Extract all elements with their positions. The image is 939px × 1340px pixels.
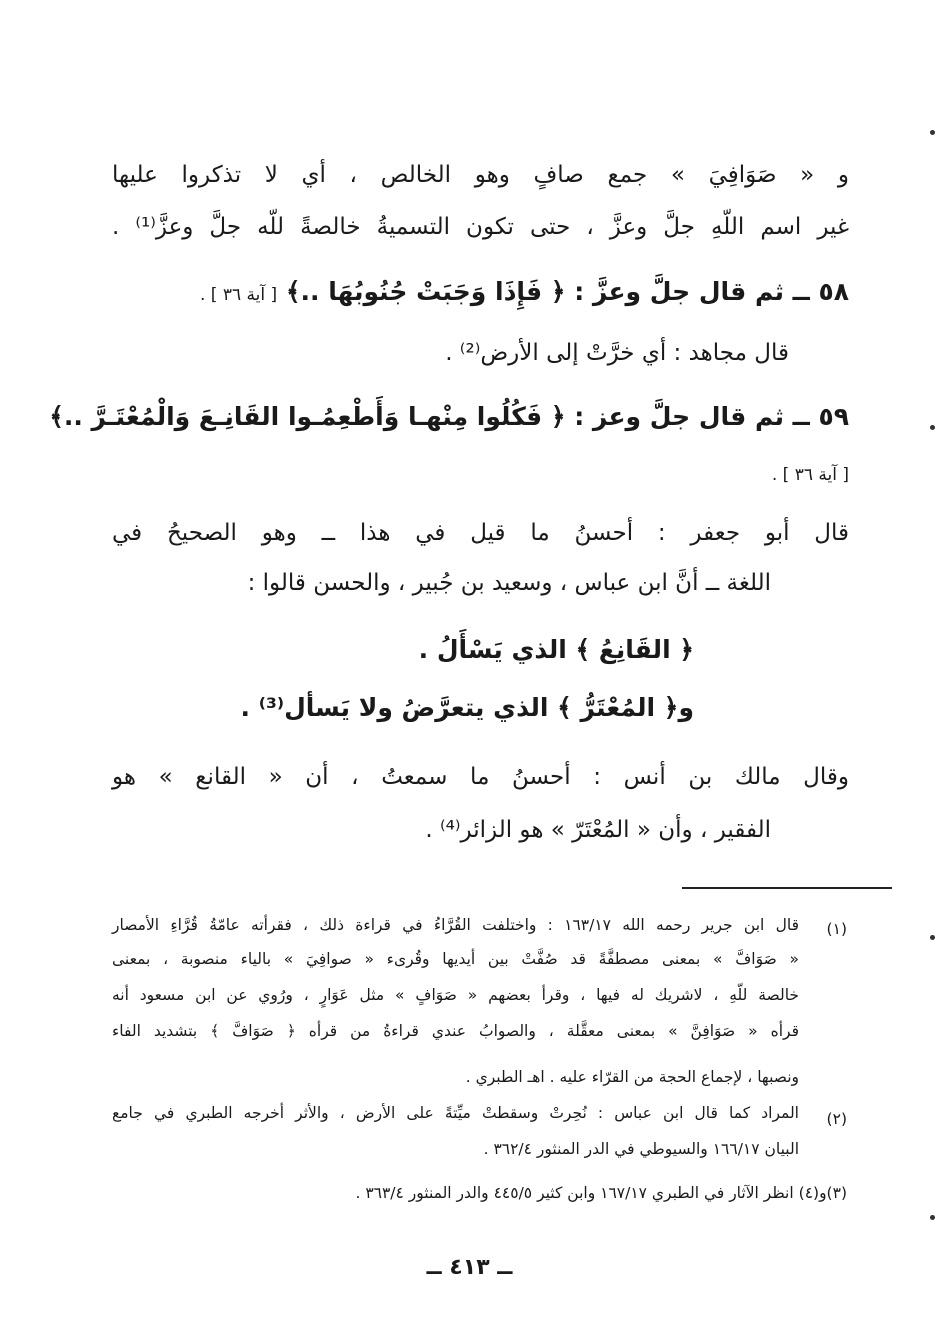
verse-ref-59: [ آية ٣٦ ] . (771, 465, 849, 485)
scan-speck (930, 130, 935, 135)
footnote-2-line-1: المراد كما قال ابن عباس : نُحِرتْ وسقطتْ ميِّتةً على الأرض ، والأثر أخرجه الطبري في جامع (112, 1104, 799, 1122)
body-line-malik: وقال مالك بن أنس : أحسنُ ما سمعتُ ، أن « القانع » هو (112, 764, 849, 790)
footnote-34-line (355, 1178, 847, 1208)
verse-ref-58: [ آية ٣٦ ] . (200, 285, 278, 305)
scan-speck (930, 935, 935, 940)
footnote-1-line-5: ونصبها ، لإجماع الحجة من القرّاء عليه . اهـ الطبري . (465, 1068, 799, 1086)
section-58-text: ٥٨ ــ ثم قال جلَّ وعزَّ : ﴿ فَإِذَا وَجَبَتْ جُنُوبُهَا ..﴾ (285, 277, 849, 306)
scan-speck (930, 1215, 935, 1220)
footnote-1-line-2: « صَوَافَّ » بمعنى مصطفَّةً قد صُفَّتْ بين أيديها وقُرىء « صوافِيَ » بالياء منصوبة ، بمعنى (112, 950, 799, 968)
footnote-34-text: انظر الآثار في الطبري ١٦٧/١٧ وابن كثير ٤٤٥/٥ والدر المنثور ٣٦٣/٤ . (355, 1184, 794, 1202)
body-line-lugha: اللغة ــ أنَّ ابن عباس ، وسعيد بن جُبير ، والحسن قالوا : (247, 570, 771, 596)
section-58-heading (200, 272, 849, 315)
section-59-heading: ٥٩ ــ ثم قال جلَّ وعز : ﴿ فَكُلُوا مِنْهـا وَأَطْعِمُـوا القَانِـعَ وَالْمُعْتَـرَّ ..﴾ (49, 402, 849, 431)
body-line-mutarr: و﴿ المُعْتَرُّ ﴾ الذي يتعرَّضُ ولا يَسأل⁽³⁾ . (240, 693, 694, 722)
footnote-34-number: (٣)و(٤) (798, 1184, 847, 1202)
page-number: ــ ٤١٣ ــ (426, 1255, 513, 1280)
scan-speck (930, 425, 935, 430)
body-line-2: غير اسم اللّهِ جلَّ وعزَّ ، حتى تكون التسميةُ خالصةً للّه جلَّ وعزَّ⁽¹⁾ . (112, 214, 849, 240)
body-line-1: و « صَوَافِيَ » جمع صافٍ وهو الخالص ، أي لا تذكروا عليها (112, 162, 849, 188)
footnote-1-line-3: خالصة للّهِ ، لاشريك له فيها ، وقرأ بعضهم « صَوَافٍ » مثل عَوَارٍ ، ورُوي عن ابن مسعود أنه (112, 986, 799, 1004)
footnote-1-line-4: قرأه « صَوَافِنَّ » بمعنى معقَّلة ، والصوابُ عندي قراءةُ من قرأه ﴿ صَوَافَّ ﴾ بتشديد الفاء (112, 1022, 799, 1040)
footnote-2-line-2: البيان ١٦٦/١٧ والسيوطي في الدر المنثور ٣٦٢/٤ . (483, 1140, 799, 1158)
footnote-2-number: (٢) (826, 1110, 847, 1128)
footnote-1-line-1: قال ابن جرير رحمه الله ١٦٣/١٧ : واختلفت القُرَّاءُ في قراءة ذلك ، فقرأته عامّةُ قُرَّاءِ الأمصار (112, 916, 799, 934)
body-line-qani: ﴿ القَانِعُ ﴾ الذي يَسْأَلُ . (418, 635, 694, 664)
footnote-1-number: (١) (826, 920, 847, 938)
body-line-mujahid: قال مجاهد : أي خرَّتْ إلى الأرض⁽²⁾ . (445, 340, 789, 366)
body-line-faqir: الفقير ، وأن « المُعْتَرّ » هو الزائر⁽⁴⁾ . (425, 817, 771, 843)
body-line-abu-jafar: قال أبو جعفر : أحسنُ ما قيل في هذا ــ وهو الصحيحُ في (112, 520, 849, 546)
footnote-separator (682, 887, 892, 889)
